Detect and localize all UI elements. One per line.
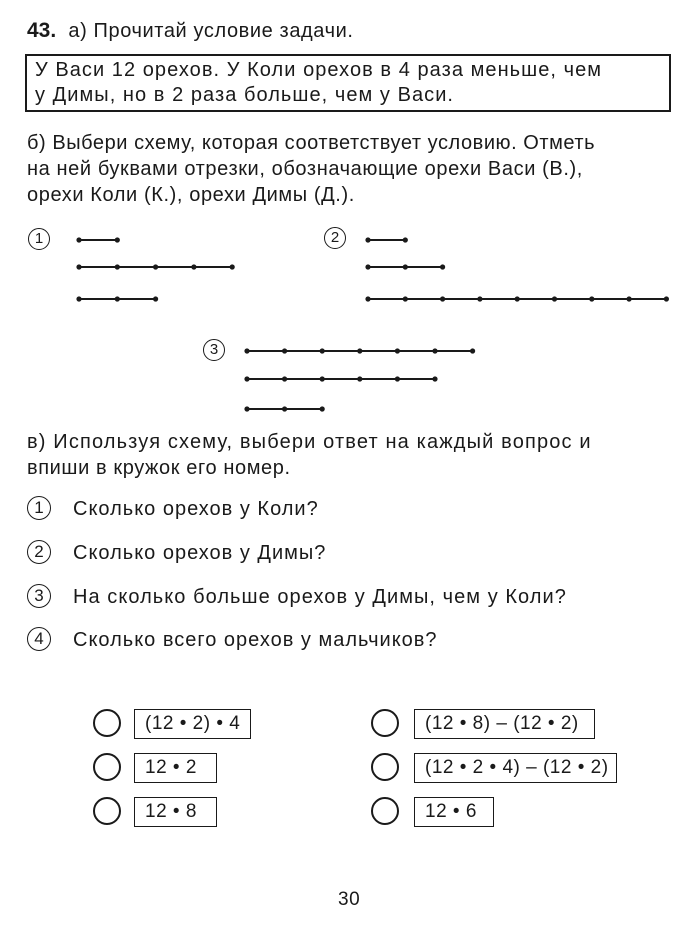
question-2-number: 2: [27, 540, 51, 564]
part-b-line-2: на ней буквами отрезки, обозначающие орехи Васи (В.),: [27, 158, 583, 180]
answer-expr-left-3: 12 • 8: [134, 797, 217, 827]
scheme-2-segment-3-tick: [664, 296, 669, 301]
scheme-2-segment-3-tick: [515, 296, 520, 301]
scheme-1-segment-2-tick: [230, 264, 235, 269]
scheme-2-segment-3-tick: [477, 296, 482, 301]
scheme-1-segment-3-tick: [115, 296, 120, 301]
scheme-3-segment-2-tick: [282, 376, 287, 381]
answer-circle-left-1[interactable]: [93, 709, 121, 737]
scheme-3-segment-1-tick: [282, 348, 287, 353]
part-c-line-1: в) Используя схему, выбери ответ на каждый вопрос и: [27, 431, 592, 453]
answer-circle-right-2[interactable]: [371, 753, 399, 781]
scheme-1-segment-2-tick: [115, 264, 120, 269]
answer-circle-right-1[interactable]: [371, 709, 399, 737]
scheme-3-segment-2-tick: [357, 376, 362, 381]
scheme-2-segment-3-tick: [589, 296, 594, 301]
scheme-2-segment-2-tick: [365, 264, 370, 269]
question-4-text: Сколько всего орехов у мальчиков?: [73, 629, 438, 651]
scheme-3-segment-1-tick: [320, 348, 325, 353]
scheme-3-segment-3-tick: [320, 406, 325, 411]
scheme-3-segment-1-tick: [244, 348, 249, 353]
scheme-3-segment-3-tick: [282, 406, 287, 411]
scheme-2-segment-3-tick: [440, 296, 445, 301]
answer-expr-right-2: (12 • 2 • 4) – (12 • 2): [414, 753, 617, 783]
answer-expr-right-3: 12 • 6: [414, 797, 494, 827]
scheme-1-segment-3-tick: [153, 296, 158, 301]
scheme-2-label: 2: [324, 227, 346, 249]
answer-circle-right-3[interactable]: [371, 797, 399, 825]
scheme-3-segment-2-tick: [244, 376, 249, 381]
scheme-2-segment-2-tick: [403, 264, 408, 269]
question-3-number: 3: [27, 584, 51, 608]
question-1-text: Сколько орехов у Коли?: [73, 498, 319, 520]
scheme-1-segment-3-tick: [76, 296, 81, 301]
scheme-3-label: 3: [203, 339, 225, 361]
scheme-1-segment-1-tick: [76, 237, 81, 242]
scheme-3-segment-2-tick: [395, 376, 400, 381]
scheme-3-segment-1-tick: [395, 348, 400, 353]
answer-expr-right-1: (12 • 8) – (12 • 2): [414, 709, 595, 739]
part-a-text: а) Прочитай условие задачи.: [68, 20, 354, 42]
answer-circle-left-3[interactable]: [93, 797, 121, 825]
scheme-2-segment-3-tick: [403, 296, 408, 301]
task-number: 43.: [27, 19, 57, 42]
part-b-line-3: орехи Коли (К.), орехи Димы (Д.).: [27, 184, 355, 206]
scheme-3-segment-2-tick: [320, 376, 325, 381]
scheme-2-segment-1-tick: [403, 237, 408, 242]
answer-circle-left-2[interactable]: [93, 753, 121, 781]
scheme-2-segment-3-tick: [552, 296, 557, 301]
condition-line-1: У Васи 12 орехов. У Коли орехов в 4 раза меньше, чем: [35, 59, 603, 81]
question-3-text: На сколько больше орехов у Димы, чем у Коли?: [73, 586, 567, 608]
scheme-2-segment-1-tick: [365, 237, 370, 242]
part-b-line-1: б) Выбери схему, которая соответствует условию. Отметь: [27, 132, 596, 154]
answer-expr-left-1: (12 • 2) • 4: [134, 709, 251, 739]
scheme-1-segment-1-tick: [115, 237, 120, 242]
condition-line-2: у Димы, но в 2 раза больше, чем у Васи.: [35, 84, 455, 106]
question-1-number: 1: [27, 496, 51, 520]
answer-expr-left-2: 12 • 2: [134, 753, 217, 783]
scheme-3-segment-2-tick: [432, 376, 437, 381]
scheme-3-segment-3-tick: [244, 406, 249, 411]
scheme-2-segment-3-tick: [365, 296, 370, 301]
scheme-1-segment-2-tick: [153, 264, 158, 269]
scheme-3-segment-1-tick: [357, 348, 362, 353]
page-number: 30: [338, 889, 361, 910]
scheme-2-segment-3-tick: [627, 296, 632, 301]
scheme-1-segment-2-tick: [76, 264, 81, 269]
scheme-3-segment-1-tick: [432, 348, 437, 353]
scheme-1-segment-2-tick: [191, 264, 196, 269]
question-2-text: Сколько орехов у Димы?: [73, 542, 327, 564]
scheme-1-label: 1: [28, 228, 50, 250]
scheme-3-segment-1-tick: [470, 348, 475, 353]
scheme-2-segment-2-tick: [440, 264, 445, 269]
question-4-number: 4: [27, 627, 51, 651]
part-c-line-2: впиши в кружок его номер.: [27, 457, 291, 479]
